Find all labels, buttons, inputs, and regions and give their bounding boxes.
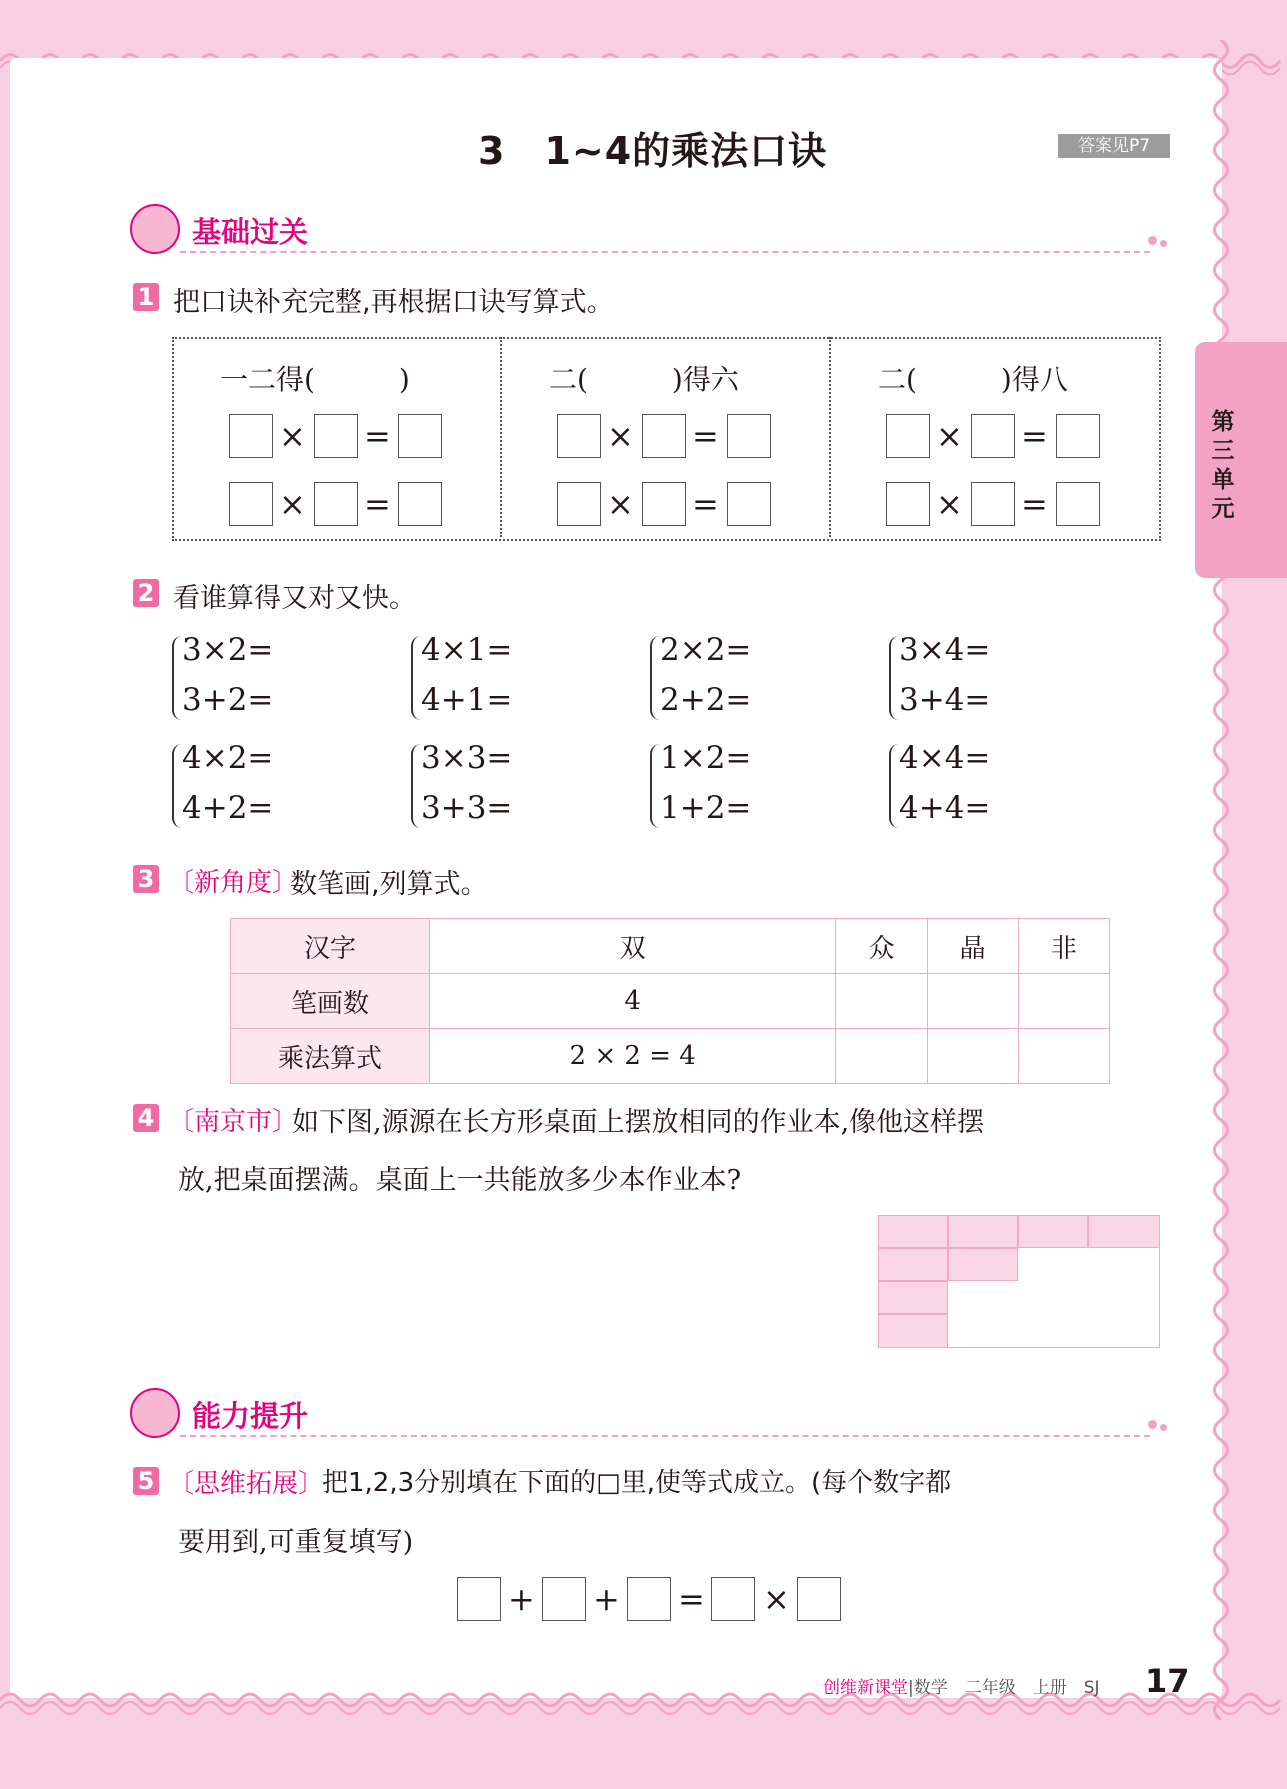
table-answer-cell[interactable] [836,974,927,1029]
answer-square[interactable] [797,1577,841,1621]
times-sign: × [279,417,306,455]
answer-square[interactable] [314,482,358,526]
section-divider [180,251,1150,253]
answer-square[interactable] [711,1577,755,1621]
answer-square[interactable] [457,1577,501,1621]
answer-square[interactable] [1056,414,1100,458]
answer-square[interactable] [627,1577,671,1621]
question-text: 数笔画,列算式。 [290,869,488,900]
times-sign: × [279,485,306,523]
question-text: 要用到,可重复填写) [178,1527,414,1558]
answer-square[interactable] [1056,482,1100,526]
notebook-cell [878,1248,948,1281]
answer-square[interactable] [557,482,601,526]
page-number: 17 [1145,1662,1190,1700]
notebook-cell [1018,1215,1088,1248]
answer-square[interactable] [642,482,686,526]
arithmetic-item: 4×2= [182,740,274,776]
unit-side-tab[interactable] [1195,342,1287,578]
notebook-cell [878,1314,948,1348]
footer-info [823,1673,1100,1698]
times-sign: × [607,485,634,523]
table-row [231,974,1110,1029]
answer-square[interactable] [971,482,1015,526]
footer-separator: | [908,1678,914,1698]
notebook-cell [1088,1215,1160,1248]
arithmetic-item: 2×2= [660,632,752,668]
arithmetic-item: 3+3= [421,790,513,826]
question-text: 看谁算得又对又快。 [173,583,416,614]
equals-sign: = [1021,417,1048,455]
table-header-cell: 乘法算式 [231,1029,430,1084]
q1-divider [500,337,502,537]
question-text: 如下图,源源在长方形桌面上摆放相同的作业本,像他这样摆 [292,1107,985,1138]
page-title: 3 1~4的乘法口诀 [478,129,828,173]
mascot-avatar-icon [130,204,180,254]
arithmetic-item: 2+2= [660,682,752,718]
equals-sign: = [692,485,719,523]
answer-reference-badge: 答案见P7 [1058,134,1170,158]
arithmetic-item: 4+1= [421,682,513,718]
answer-square[interactable] [229,414,273,458]
table-cell: 2 × 2 = 4 [430,1029,836,1084]
notebook-cell [878,1281,948,1314]
answer-square[interactable] [557,414,601,458]
stroke-count-table [230,918,1110,1084]
answer-square[interactable] [886,482,930,526]
answer-square[interactable] [398,414,442,458]
question-tag: 〔新角度〕 [168,868,299,898]
footer-book-info: 数学 二年级 上册 SJ [913,1678,1100,1698]
multiplication-rhyme-blank: 二( )得六 [549,363,739,396]
question-number: 3 [133,865,159,893]
answer-square[interactable] [642,414,686,458]
answer-square[interactable] [886,414,930,458]
table-cell: 众 [836,919,927,974]
section-heading-basic: 基础过关 [192,215,309,249]
table-header-cell: 汉字 [231,919,430,974]
multiplication-rhyme-blank: 二( )得八 [878,363,1068,396]
equals-sign: = [364,417,391,455]
side-char: 第 [1211,409,1235,435]
arithmetic-item: 1+2= [660,790,752,826]
arithmetic-item: 3+4= [899,682,991,718]
table-answer-cell[interactable] [836,1029,927,1084]
table-header-cell: 笔画数 [231,974,430,1029]
arithmetic-item: 4+2= [182,790,274,826]
table-cell: 4 [430,974,836,1029]
table-answer-cell[interactable] [927,1029,1018,1084]
question-tag: 〔南京市〕 [168,1107,299,1137]
answer-square[interactable] [727,482,771,526]
divider-dot-icon [1160,1424,1167,1431]
section-divider [180,1435,1150,1437]
question-number: 5 [133,1467,159,1495]
question-tag: 〔思维拓展〕 [168,1469,325,1499]
divider-dot-icon [1148,236,1157,245]
table-answer-cell[interactable] [1018,974,1109,1029]
section-heading-advanced: 能力提升 [192,1399,309,1433]
right-wave-border [1208,40,1234,1720]
equals-sign: = [1021,485,1048,523]
table-answer-cell[interactable] [1018,1029,1109,1084]
table-row [231,919,1110,974]
plus-sign: + [508,1580,535,1618]
answer-square[interactable] [542,1577,586,1621]
table-cell: 双 [430,919,836,974]
arithmetic-item: 1×2= [660,740,752,776]
arithmetic-item: 4×4= [899,740,991,776]
table-answer-cell[interactable] [927,974,1018,1029]
equals-sign: = [678,1580,705,1618]
footer-brand: 创维新课堂 [823,1678,908,1698]
mascot-avatar-icon [130,1388,180,1438]
arithmetic-item: 3×4= [899,632,991,668]
arithmetic-item: 4×1= [421,632,513,668]
arithmetic-item: 3×3= [421,740,513,776]
times-sign: × [607,417,634,455]
arithmetic-item: 3×2= [182,632,274,668]
answer-square[interactable] [727,414,771,458]
answer-square[interactable] [314,414,358,458]
answer-square[interactable] [971,414,1015,458]
divider-dot-icon [1148,1420,1157,1429]
arithmetic-item: 3+2= [182,682,274,718]
table-cell: 晶 [927,919,1018,974]
equals-sign: = [364,485,391,523]
times-sign: × [936,485,963,523]
question-number: 1 [133,283,159,311]
side-char: 单 [1211,467,1235,493]
multiplication-rhyme-blank: 一二得( ) [220,363,410,396]
answer-square[interactable] [229,482,273,526]
notebook-cell [878,1215,948,1248]
answer-square[interactable] [398,482,442,526]
notebook-cell [948,1215,1018,1248]
divider-dot-icon [1160,240,1167,247]
question-text: 把1,2,3分别填在下面的□里,使等式成立。(每个数字都 [322,1468,952,1498]
side-char: 三 [1211,438,1235,464]
q1-divider [829,337,831,537]
question-text: 放,把桌面摆满。桌面上一共能放多少本作业本? [178,1165,742,1196]
question-text: 把口诀补充完整,再根据口诀写算式。 [173,287,614,318]
times-sign: × [936,417,963,455]
table-row [231,1029,1110,1084]
equals-sign: = [692,417,719,455]
times-sign: × [763,1580,790,1618]
arithmetic-item: 4+4= [899,790,991,826]
unit-side-label [1210,408,1236,524]
question-number: 2 [133,579,159,607]
plus-sign: + [593,1580,620,1618]
notebook-cell [948,1248,1018,1281]
question-number: 4 [133,1104,159,1132]
table-cell: 非 [1018,919,1109,974]
side-char: 元 [1211,496,1235,522]
